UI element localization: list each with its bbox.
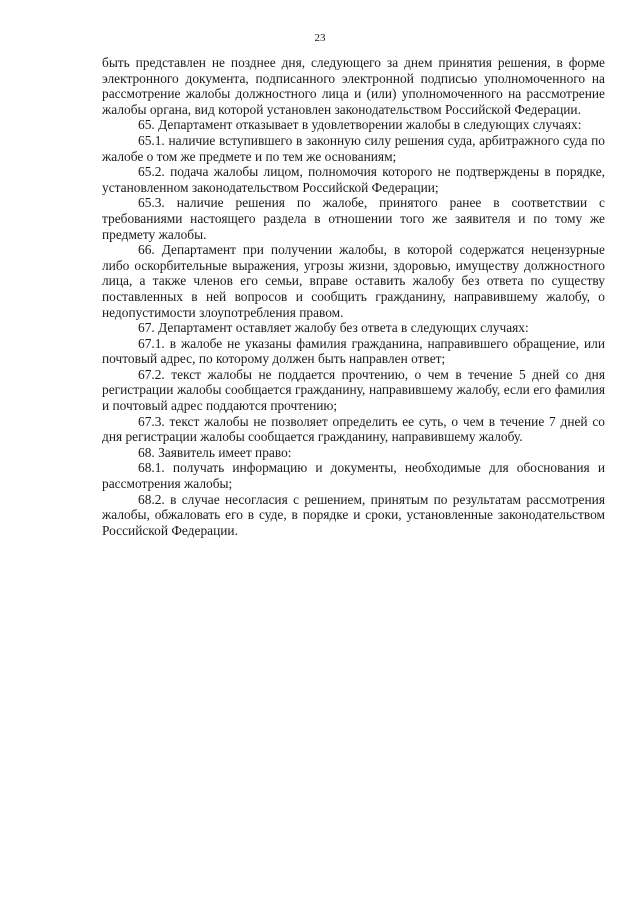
paragraph-68-1: 68.1. получать информацию и документы, необходимые для обоснования и рассмотрения жалобы;	[102, 460, 605, 492]
paragraph-65-3: 65.3. наличие решения по жалобе, принятого ранее в соответствии с требованиями настоящего раздела в отношении того же заявителя и по тому же предмету жалобы.	[102, 195, 605, 242]
paragraph-67: 67. Департамент оставляет жалобу без ответа в следующих случаях:	[138, 320, 529, 336]
page-number: 23	[314, 32, 326, 44]
paragraph-67-3: 67.3. текст жалобы не позволяет определить ее суть, о чем в течение 7 дней со дня регистрации жалобы сообщается гражданину, направившему жалобу.	[102, 413, 605, 445]
paragraph-67-2: 67.2. текст жалобы не поддается прочтению, о чем в течение 5 дней со дня регистрации жалобы сообщается гражданину, направившему жалобу, если его фамилия и почтовый адрес поддаются прочтению;	[102, 366, 605, 414]
paragraph-68: 68. Заявитель имеет право:	[138, 444, 292, 460]
paragraph-65-1: 65.1. наличие вступившего в законную силу решения суда, арбитражного суда по жалобе о том же предмете и по тем же основаниям;	[102, 132, 605, 164]
paragraph-66: 66. Департамент при получении жалобы, в которой содержатся нецензурные либо оскорбительные выражения, угрозы жизни, здоровью, имуществу должностного лица, а также членов его семьи, вправе оставить жалобу без ответа по существу поставленных в ней вопросов и сообщить гражданину, направившему жалобу, о недопустимости злоупотребления правом.	[102, 242, 605, 320]
paragraph-67-1: 67.1. в жалобе не указаны фамилия гражданина, направившего обращение, или почтовый адрес, по которому должен быть направлен ответ;	[102, 335, 605, 367]
paragraph-65: 65. Департамент отказывает в удовлетворении жалобы в следующих случаях:	[138, 117, 582, 133]
document-body	[102, 55, 605, 538]
paragraph-68-2: 68.2. в случае несогласия с решением, принятым по результатам рассмотрения жалобы, обжаловать его в суде, в порядке и сроки, установленные законодательством Российской Федерации.	[102, 491, 605, 538]
paragraph-continuation: быть представлен не позднее дня, следующего за днем принятия решения, в форме электронного документа, подписанного электронной подписью уполномоченного на рассмотрение жалобы должностного лица и (или) уполномоченного на рассмотрение жалобы органа, вид которой установлен законодательством Российской Федерации.	[102, 55, 605, 117]
paragraph-65-2: 65.2. подача жалобы лицом, полномочия которого не подтверждены в порядке, установленном законодательством Российской Федерации;	[102, 164, 605, 195]
